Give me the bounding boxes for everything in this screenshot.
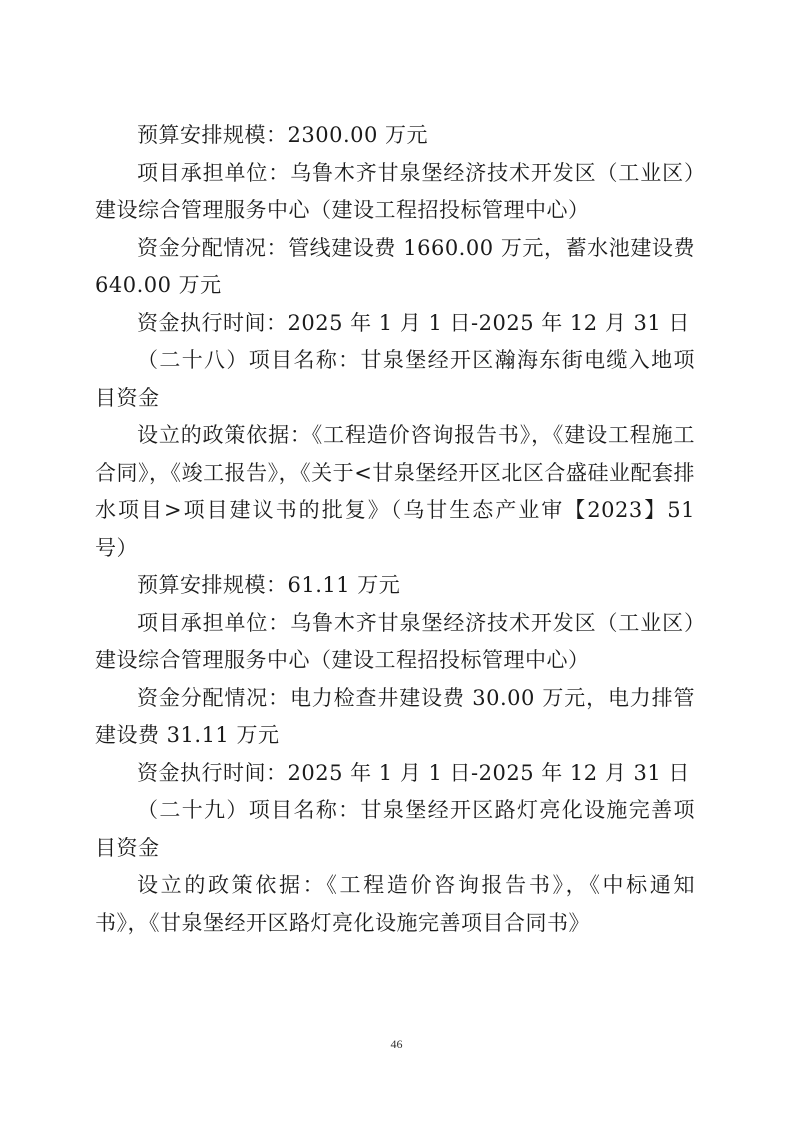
fund-allocation-paragraph: 资金分配情况：管线建设费 1660.00 万元，蓄水池建设费 640.00 万元 xyxy=(95,235,695,297)
project-28-title: （二十八）项目名称：甘泉堡经开区瀚海东街电缆入地项目资金 xyxy=(95,348,695,410)
budget-scale-paragraph: 预算安排规模：61.11 万元 xyxy=(137,573,401,597)
fund-allocation-paragraph: 资金分配情况：电力检查井建设费 30.00 万元，电力排管建设费 31.11 万元 xyxy=(95,685,695,747)
budget-scale-paragraph: 预算安排规模：2300.00 万元 xyxy=(137,123,429,147)
execution-time-paragraph: 资金执行时间：2025 年 1 月 1 日-2025 年 12 月 31 日 xyxy=(137,310,690,335)
policy-basis-paragraph: 设立的政策依据：《工程造价咨询报告书》，《建设工程施工合同》，《竣工报告》，《关于<甘泉堡经开区北区合盛硅业配套排水项目>项目建议书的批复》（乌甘生态产业审【2023】51 号） xyxy=(95,423,695,560)
project-29-title: （二十九）项目名称：甘泉堡经开区路灯亮化设施完善项目资金 xyxy=(95,798,695,860)
document-body xyxy=(95,117,695,942)
undertaking-unit-paragraph: 项目承担单位：乌鲁木齐甘泉堡经济技术开发区（工业区）建设综合管理服务中心（建设工程招投标管理中心） xyxy=(95,610,695,672)
undertaking-unit-paragraph: 项目承担单位：乌鲁木齐甘泉堡经济技术开发区（工业区）建设综合管理服务中心（建设工程招投标管理中心） xyxy=(95,160,695,222)
policy-basis-paragraph: 设立的政策依据：《工程造价咨询报告书》，《中标通知书》，《甘泉堡经开区路灯亮化设施完善项目合同书》 xyxy=(95,873,695,935)
execution-time-paragraph: 资金执行时间：2025 年 1 月 1 日-2025 年 12 月 31 日 xyxy=(137,760,690,785)
page-number: 46 xyxy=(390,1037,403,1051)
